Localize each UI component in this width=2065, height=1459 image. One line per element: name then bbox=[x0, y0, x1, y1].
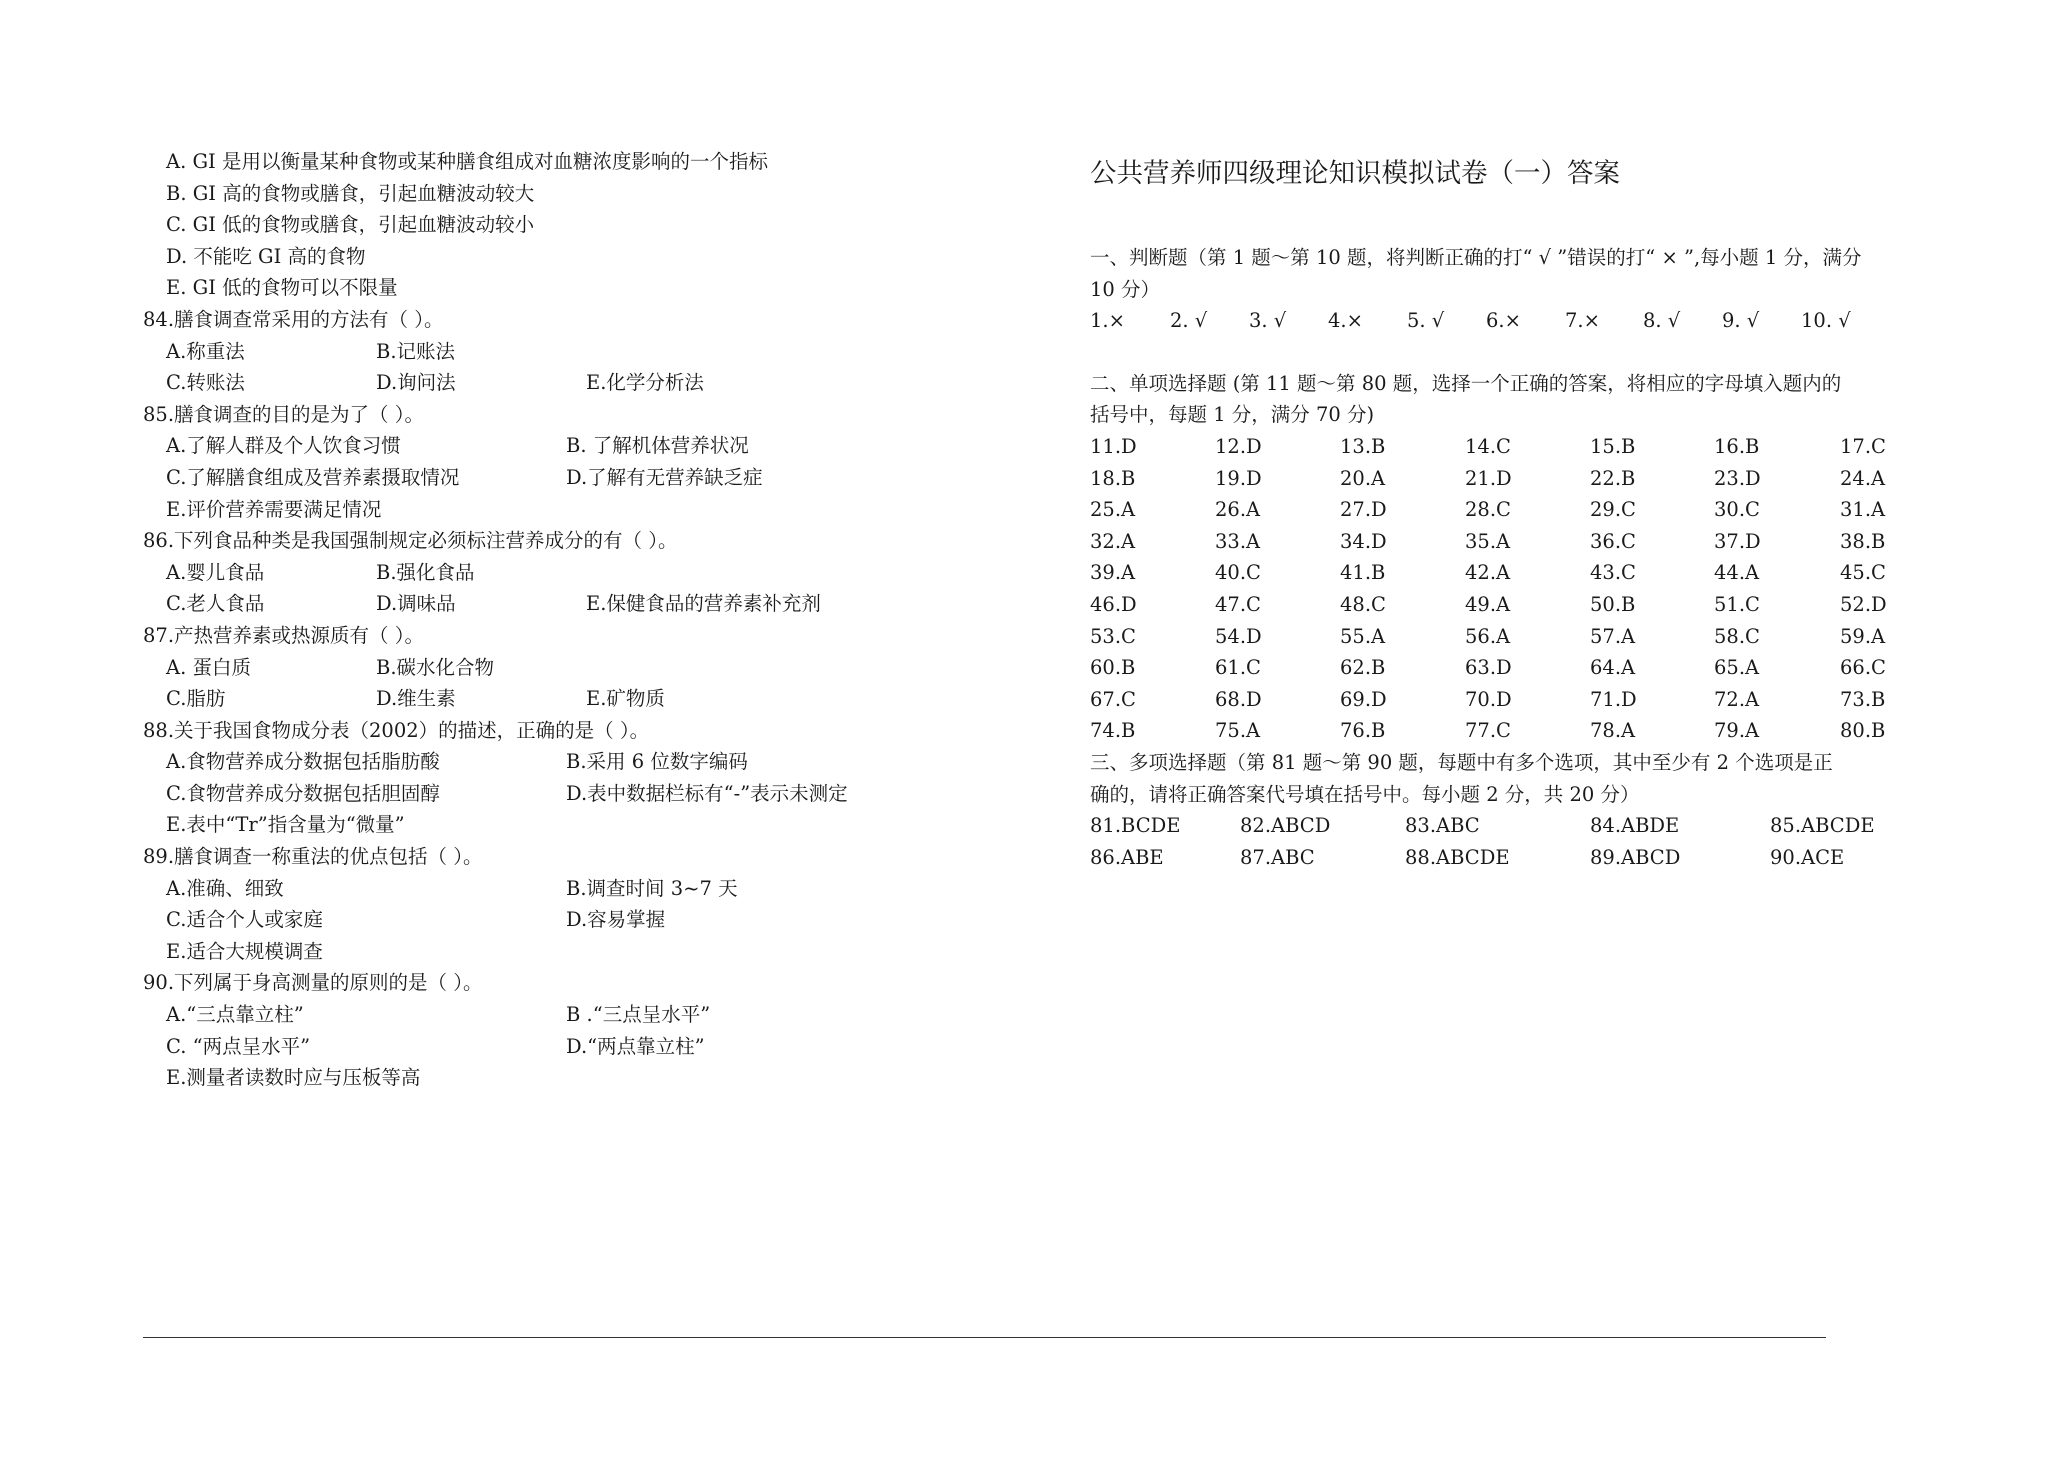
answer-cell: 73.B bbox=[1840, 687, 1886, 711]
option: C.脂肪 bbox=[166, 687, 226, 711]
option: B .“三点呈水平” bbox=[566, 1003, 711, 1027]
answer-cell: 29.C bbox=[1590, 498, 1636, 522]
answer-cell: 60.B bbox=[1090, 656, 1136, 680]
answer-cell: 79.A bbox=[1714, 719, 1760, 743]
answer-cell: 65.A bbox=[1714, 656, 1760, 680]
option-row bbox=[143, 778, 903, 810]
option: A.称重法 bbox=[166, 339, 245, 363]
answer-row bbox=[1090, 494, 1950, 526]
option: B.强化食品 bbox=[376, 560, 475, 584]
option-row bbox=[143, 652, 903, 684]
answer-cell: 5. √ bbox=[1407, 309, 1445, 333]
option: C.适合个人或家庭 bbox=[166, 908, 323, 932]
answer-cell: 15.B bbox=[1590, 434, 1636, 458]
option: D.“两点靠立柱” bbox=[566, 1034, 705, 1058]
option: A.婴儿食品 bbox=[166, 560, 265, 584]
answer-cell: 72.A bbox=[1714, 687, 1760, 711]
answer-cell: 56.A bbox=[1465, 624, 1511, 648]
answer-cell: 90.ACE bbox=[1770, 845, 1845, 869]
option-row bbox=[143, 462, 903, 494]
option-row bbox=[143, 746, 903, 778]
answer-row bbox=[1090, 557, 1950, 589]
answer-key-title: 公共营养师四级理论知识模拟试卷（一）答案 bbox=[1090, 158, 1620, 189]
answer-row bbox=[1090, 652, 1950, 684]
option-line: C. GI 低的食物或膳食，引起血糖波动较小 bbox=[166, 213, 535, 237]
answer-cell: 63.D bbox=[1465, 656, 1512, 680]
answer-cell: 67.C bbox=[1090, 687, 1136, 711]
option: A.食物营养成分数据包括脂肪酸 bbox=[166, 750, 440, 774]
option-row bbox=[143, 1031, 903, 1063]
answer-cell: 20.A bbox=[1340, 466, 1386, 490]
answer-cell: 37.D bbox=[1714, 529, 1761, 553]
answer-cell: 82.ABCD bbox=[1240, 814, 1331, 838]
heading-line: 一、判断题（第 1 题～第 10 题，将判断正确的打“ √ ”错误的打“ × ”,每小题 1 分，满分 bbox=[1090, 246, 1862, 269]
option: C.了解膳食组成及营养素摄取情况 bbox=[166, 465, 460, 489]
answer-cell: 71.D bbox=[1590, 687, 1637, 711]
option: C.老人食品 bbox=[166, 592, 265, 616]
option: E.评价营养需要满足情况 bbox=[166, 497, 382, 521]
option: E.测量者读数时应与压板等高 bbox=[166, 1066, 421, 1090]
answer-cell: 62.B bbox=[1340, 656, 1386, 680]
option-row bbox=[143, 336, 903, 368]
option: B.碳水化合物 bbox=[376, 655, 495, 679]
option-row bbox=[143, 430, 903, 462]
option-row bbox=[143, 557, 903, 589]
answer-row bbox=[1090, 842, 1950, 874]
heading-line: 括号中，每题 1 分，满分 70 分) bbox=[1090, 403, 1375, 427]
heading-line: 二、单项选择题 (第 11 题～第 80 题，选择一个正确的答案，将相应的字母填入题内的 bbox=[1090, 371, 1842, 395]
answer-cell: 46.D bbox=[1090, 592, 1137, 616]
answer-row bbox=[1090, 621, 1950, 653]
answer-cell: 47.C bbox=[1215, 592, 1261, 616]
option-row bbox=[143, 936, 903, 968]
answer-cell: 16.B bbox=[1714, 434, 1760, 458]
option: D.了解有无营养缺乏症 bbox=[566, 465, 763, 489]
option-row bbox=[143, 873, 903, 905]
answer-cell: 89.ABCD bbox=[1590, 845, 1681, 869]
answer-cell: 24.A bbox=[1840, 466, 1886, 490]
answer-cell: 12.D bbox=[1215, 434, 1262, 458]
answer-cell: 45.C bbox=[1840, 561, 1886, 585]
answer-row bbox=[1090, 526, 1950, 558]
answer-cell: 88.ABCDE bbox=[1405, 845, 1510, 869]
answer-cell: 39.A bbox=[1090, 561, 1136, 585]
answer-cell: 2. √ bbox=[1170, 309, 1208, 333]
answer-cell: 81.BCDE bbox=[1090, 814, 1181, 838]
option: C.食物营养成分数据包括胆固醇 bbox=[166, 781, 440, 805]
answer-cell: 7.× bbox=[1565, 309, 1600, 333]
answer-cell: 4.× bbox=[1328, 309, 1363, 333]
answer-cell: 48.C bbox=[1340, 592, 1386, 616]
answer-cell: 80.B bbox=[1840, 719, 1886, 743]
question-stem: 85.膳食调查的目的是为了（ ）。 bbox=[143, 402, 424, 426]
option: D.询问法 bbox=[376, 371, 456, 395]
answer-cell: 55.A bbox=[1340, 624, 1386, 648]
answer-cell: 50.B bbox=[1590, 592, 1636, 616]
answer-cell: 1.× bbox=[1090, 309, 1125, 333]
option: D.维生素 bbox=[376, 687, 456, 711]
option: E.化学分析法 bbox=[586, 371, 704, 395]
option: E.适合大规模调查 bbox=[166, 939, 323, 963]
option-row bbox=[143, 904, 903, 936]
option: D.容易掌握 bbox=[566, 908, 666, 932]
answer-cell: 8. √ bbox=[1643, 309, 1681, 333]
heading-line: 确的，请将正确答案代号填在括号中。每小题 2 分，共 20 分） bbox=[1090, 782, 1640, 806]
option: D.调味品 bbox=[376, 592, 456, 616]
option: A.了解人群及个人饮食习惯 bbox=[166, 434, 401, 458]
answer-cell: 41.B bbox=[1340, 561, 1386, 585]
answer-cell: 78.A bbox=[1590, 719, 1636, 743]
answer-cell: 21.D bbox=[1465, 466, 1512, 490]
answer-cell: 19.D bbox=[1215, 466, 1262, 490]
answer-cell: 40.C bbox=[1215, 561, 1261, 585]
heading-line: 10 分） bbox=[1090, 277, 1161, 301]
answer-cell: 51.C bbox=[1714, 592, 1760, 616]
option-row bbox=[143, 588, 903, 620]
option-row bbox=[143, 494, 903, 526]
answer-key-column bbox=[1090, 146, 1950, 873]
section1-answers bbox=[1090, 305, 1950, 337]
answer-cell: 83.ABC bbox=[1405, 814, 1480, 838]
answer-cell: 85.ABCDE bbox=[1770, 814, 1875, 838]
section3-heading bbox=[1090, 747, 1950, 810]
answer-cell: 74.B bbox=[1090, 719, 1136, 743]
answer-cell: 18.B bbox=[1090, 466, 1136, 490]
answer-cell: 35.A bbox=[1465, 529, 1511, 553]
answer-row bbox=[1090, 810, 1950, 842]
footer-divider bbox=[143, 1337, 1826, 1338]
answer-cell: 13.B bbox=[1340, 434, 1386, 458]
question-83-options bbox=[143, 146, 903, 304]
question-stem: 88.关于我国食物成分表（2002）的描述，正确的是（ ）。 bbox=[143, 718, 650, 742]
section2-heading bbox=[1090, 368, 1950, 431]
question-stem: 89.膳食调查一称重法的优点包括（ ）。 bbox=[143, 845, 483, 869]
answer-cell: 34.D bbox=[1340, 529, 1387, 553]
option-line: D. 不能吃 GI 高的食物 bbox=[166, 244, 366, 268]
answer-row bbox=[1090, 715, 1950, 747]
answer-cell: 28.C bbox=[1465, 498, 1511, 522]
option-row bbox=[143, 367, 903, 399]
answer-cell: 38.B bbox=[1840, 529, 1886, 553]
answer-cell: 64.A bbox=[1590, 656, 1636, 680]
answer-cell: 32.A bbox=[1090, 529, 1136, 553]
answer-cell: 61.C bbox=[1215, 656, 1261, 680]
answer-cell: 68.D bbox=[1215, 687, 1262, 711]
answer-cell: 23.D bbox=[1714, 466, 1761, 490]
answer-cell: 26.A bbox=[1215, 498, 1261, 522]
option: E.保健食品的营养素补充剂 bbox=[586, 592, 821, 616]
option: A.准确、细致 bbox=[166, 876, 284, 900]
option: A. 蛋白质 bbox=[166, 655, 251, 679]
answer-cell: 66.C bbox=[1840, 656, 1886, 680]
answer-row bbox=[1090, 684, 1950, 716]
option: B.记账法 bbox=[376, 339, 456, 363]
option-line: E. GI 低的食物可以不限量 bbox=[166, 276, 398, 300]
answer-cell: 17.C bbox=[1840, 434, 1886, 458]
answer-cell: 57.A bbox=[1590, 624, 1636, 648]
answer-cell: 3. √ bbox=[1249, 309, 1287, 333]
answer-cell: 77.C bbox=[1465, 719, 1511, 743]
option-row bbox=[143, 1062, 903, 1094]
option: B. 了解机体营养状况 bbox=[566, 434, 749, 458]
question-stem: 86.下列食品种类是我国强制规定必须标注营养成分的有（ ）。 bbox=[143, 529, 678, 553]
option-row bbox=[143, 999, 903, 1031]
answer-row bbox=[1090, 463, 1950, 495]
option: B.采用 6 位数字编码 bbox=[566, 750, 748, 774]
section1-heading bbox=[1090, 242, 1950, 305]
answer-cell: 86.ABE bbox=[1090, 845, 1164, 869]
answer-cell: 42.A bbox=[1465, 561, 1511, 585]
answer-cell: 6.× bbox=[1486, 309, 1521, 333]
option: C. “两点呈水平” bbox=[166, 1034, 311, 1058]
answer-cell: 59.A bbox=[1840, 624, 1886, 648]
heading-line: 三、多项选择题（第 81 题～第 90 题，每题中有多个选项，其中至少有 2 个选项是正 bbox=[1090, 750, 1833, 774]
question-stem: 90.下列属于身高测量的原则的是（ ）。 bbox=[143, 971, 483, 995]
answer-cell: 10. √ bbox=[1801, 309, 1851, 333]
answer-cell: 44.A bbox=[1714, 561, 1760, 585]
option: E.矿物质 bbox=[586, 687, 665, 711]
question-stem: 87.产热营养素或热源质有（ ）。 bbox=[143, 623, 424, 647]
answer-cell: 27.D bbox=[1340, 498, 1387, 522]
answer-cell: 31.A bbox=[1840, 498, 1886, 522]
section2-answers bbox=[1090, 431, 1950, 747]
answer-cell: 87.ABC bbox=[1240, 845, 1315, 869]
answer-row bbox=[1090, 589, 1950, 621]
answer-cell: 52.D bbox=[1840, 592, 1887, 616]
option: B.调查时间 3~7 天 bbox=[566, 876, 738, 900]
answer-cell: 30.C bbox=[1714, 498, 1760, 522]
answer-cell: 49.A bbox=[1465, 592, 1511, 616]
section3-answers bbox=[1090, 810, 1950, 873]
answer-cell: 69.D bbox=[1340, 687, 1387, 711]
answer-cell: 58.C bbox=[1714, 624, 1760, 648]
answer-row bbox=[1090, 431, 1950, 463]
option-row bbox=[143, 809, 903, 841]
answer-cell: 54.D bbox=[1215, 624, 1262, 648]
answer-cell: 43.C bbox=[1590, 561, 1636, 585]
answer-cell: 75.A bbox=[1215, 719, 1261, 743]
answer-cell: 9. √ bbox=[1722, 309, 1760, 333]
option: E.表中“Tr”指含量为“微量” bbox=[166, 813, 405, 837]
question-stem: 84.膳食调查常采用的方法有（ ）。 bbox=[143, 307, 444, 331]
option-line: B. GI 高的食物或膳食，引起血糖波动较大 bbox=[166, 181, 535, 205]
option-row bbox=[143, 683, 903, 715]
answer-cell: 22.B bbox=[1590, 466, 1636, 490]
answer-cell: 70.D bbox=[1465, 687, 1512, 711]
answer-cell: 11.D bbox=[1090, 434, 1137, 458]
answer-cell: 76.B bbox=[1340, 719, 1386, 743]
option-line: A. GI 是用以衡量某种食物或某种膳食组成对血糖浓度影响的一个指标 bbox=[166, 150, 768, 173]
answer-cell: 84.ABDE bbox=[1590, 814, 1680, 838]
questions-column bbox=[143, 146, 903, 1094]
option: A.“三点靠立柱” bbox=[166, 1003, 304, 1027]
answer-cell: 25.A bbox=[1090, 498, 1136, 522]
answer-cell: 14.C bbox=[1465, 434, 1511, 458]
option: D.表中数据栏标有“-”表示未测定 bbox=[566, 781, 848, 805]
option: C.转账法 bbox=[166, 371, 245, 395]
answer-cell: 33.A bbox=[1215, 529, 1261, 553]
answer-cell: 53.C bbox=[1090, 624, 1136, 648]
answer-cell: 36.C bbox=[1590, 529, 1636, 553]
